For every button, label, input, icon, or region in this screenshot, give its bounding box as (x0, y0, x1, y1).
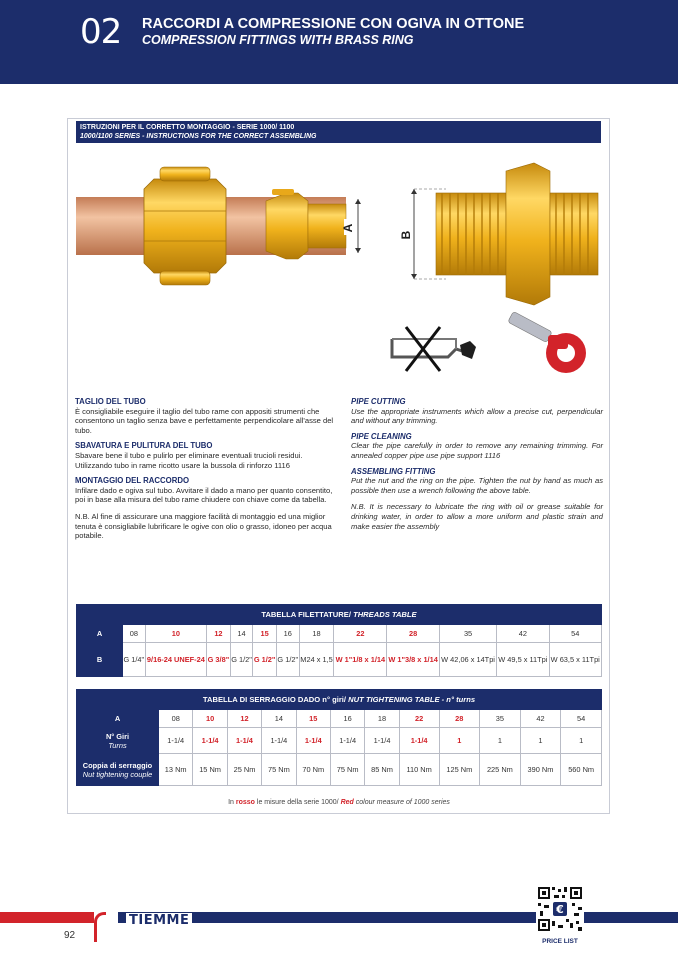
brand-logo: TIEMME (126, 913, 192, 928)
threads-size-cell: 54 (549, 625, 601, 643)
heading-assembling-it: MONTAGGIO DEL RACCORDO (75, 476, 190, 486)
svg-text:€: € (556, 903, 564, 916)
threads-value-cell: G 3/8" (207, 643, 231, 677)
instructions-panel (67, 118, 610, 814)
tightening-table (76, 689, 602, 786)
tightening-couple-cell: 390 Nm (520, 754, 561, 786)
instructions-title-en: 1000/1100 SERIES - INSTRUCTIONS FOR THE CORRECT ASSEMBLING (80, 133, 317, 140)
tightening-row-turns-label: N° Giri Turns (77, 728, 159, 754)
footer-red-bar (0, 912, 94, 923)
threads-value-cell: W 63,5 x 11Tpi (549, 643, 601, 677)
tightening-row-turns (77, 728, 602, 754)
heading-pipe-cleaning-en: PIPE CLEANING (351, 431, 412, 441)
tightening-row-a (77, 710, 602, 728)
tightening-couple-cell: 85 Nm (365, 754, 399, 786)
heading-assembling-en: ASSEMBLING FITTING (351, 466, 436, 476)
legend-note: In rosso le misure della serie 1000/ Red colour measure of 1000 series (228, 799, 450, 806)
tightening-turns-cell: 1 (561, 728, 602, 754)
tightening-size-cell: 54 (561, 710, 602, 728)
tightening-size-cell: 10 (193, 710, 227, 728)
tightening-size-cell: 12 (227, 710, 261, 728)
tightening-size-cell: 42 (520, 710, 561, 728)
threads-value-cell: G 1/2" (230, 643, 253, 677)
tightening-row-couple (77, 754, 602, 786)
footer-logo-curve (94, 912, 106, 942)
threads-size-cell: 15 (253, 625, 277, 643)
text-pipe-cutting-it: È consigliabile eseguire il taglio del tubo rame con appositi strumenti che consentono un taglio senza bave e perfettamente perpendicolare all'asse del tubo. (75, 406, 334, 435)
tightening-couple-cell: 110 Nm (399, 754, 439, 786)
tightening-size-cell: 15 (296, 710, 330, 728)
note-nb-en: N.B. It is necessary to lubricate the ring with oil or grease suitable for drinking water, in order to allow a more uniform and plastic strain and make easier the assembly (351, 502, 603, 531)
tightening-couple-cell: 225 Nm (480, 754, 521, 786)
tightening-size-cell: 08 (159, 710, 193, 728)
heading-pipe-cutting-it: TAGLIO DEL TUBO (75, 397, 146, 406)
threads-size-cell: 08 (123, 625, 146, 643)
tightening-size-cell: 18 (365, 710, 399, 728)
tightening-turns-cell: 1 (480, 728, 521, 754)
tightening-couple-cell: 125 Nm (439, 754, 480, 786)
threads-table-caption: TABELLA FILETTATURE/ THREADS TABLE (77, 605, 602, 625)
page-number: 92 (64, 930, 76, 941)
tightening-turns-cell: 1-1/4 (330, 728, 364, 754)
threads-size-cell: 12 (207, 625, 231, 643)
heading-pipe-cutting-en: PIPE CUTTING (351, 397, 406, 406)
tightening-turns-cell: 1-1/4 (193, 728, 227, 754)
threads-size-cell: 16 (276, 625, 299, 643)
tightening-couple-cell: 75 Nm (330, 754, 364, 786)
tightening-row-a-label: A (77, 710, 159, 728)
instructions-banner (76, 121, 601, 143)
pipe-cutter-icon (508, 311, 586, 373)
text-pipe-cleaning-it: Sbavare bene il tubo e pulirlo per eliminare eventuali trucioli residui. Utilizzando tubo in rame ricotto usare la bussola di rinforzo 1116 (75, 450, 303, 470)
title-english: COMPRESSION FITTINGS WITH BRASS RING (142, 33, 414, 47)
tightening-turns-cell: 1-1/4 (296, 728, 330, 754)
tightening-turns-cell: 1 (520, 728, 561, 754)
text-assembling-en: Put the nut and the ring on the pipe. Tighten the nut by hand as much as possible then use a wrench following the above table. (351, 476, 603, 495)
tightening-couple-cell: 70 Nm (296, 754, 330, 786)
tightening-couple-cell: 560 Nm (561, 754, 602, 786)
tightening-table-caption: TABELLA DI SERRAGGIO DADO n° giri/ NUT TIGHTENING TABLE - n° turns (77, 690, 602, 710)
threads-value-cell: G 1/4" (123, 643, 146, 677)
heading-pipe-cleaning-it: SBAVATURA E PULITURA DEL TUBO (75, 441, 213, 451)
tightening-size-cell: 28 (439, 710, 480, 728)
threads-value-cell: M24 x 1,5 (299, 643, 334, 677)
text-pipe-cutting-en: Use the appropriate instruments which allow a precise cut, perpendicular and without any trimming. (351, 406, 603, 426)
instructions-english (351, 391, 603, 531)
tightening-couple-cell: 15 Nm (193, 754, 227, 786)
threads-size-cell: 28 (387, 625, 440, 643)
threads-size-cell: 35 (439, 625, 496, 643)
instructions-title-it: ISTRUZIONI PER IL CORRETTO MONTAGGIO - SERIE 1000/ 1100 (80, 124, 295, 131)
tightening-size-cell: 35 (480, 710, 521, 728)
hacksaw-crossed-icon (392, 327, 476, 371)
threads-value-cell: W 42,06 x 14Tpi (439, 643, 496, 677)
text-assembling-it: Infilare dado e ogiva sul tubo. Avvitare il dado a mano per quanto consentito, poi in base alla misura del tubo rame chiudere con chiave come da tabella. (75, 485, 333, 505)
tightening-couple-cell: 75 Nm (262, 754, 296, 786)
threads-size-cell: 14 (230, 625, 253, 643)
dimension-b-label: B (399, 230, 413, 240)
tightening-turns-cell: 1-1/4 (365, 728, 399, 754)
tightening-size-cell: 14 (262, 710, 296, 728)
assembly-illustration (76, 149, 601, 389)
qr-code-label: PRICE LIST (542, 938, 578, 945)
tightening-size-cell: 22 (399, 710, 439, 728)
note-nb-it: N.B. Al fine di assicurare una maggiore facilità di montaggio ed una miglior tenuta è consigliabile lubrificare le ogive con olio o grasso, idoneo per acqua potabile. (75, 511, 332, 541)
text-pipe-cleaning-en: Clear the pipe carefully in order to remove any remaining trimming. For annealed copper pipe use pipe support 1116 (351, 441, 603, 460)
threads-table (76, 604, 602, 677)
threads-size-cell: 10 (145, 625, 207, 643)
title-italian: RACCORDI A COMPRESSIONE CON OGIVA IN OTTONE (142, 16, 525, 32)
threads-size-cell: 18 (299, 625, 334, 643)
tightening-row-couple-label: Coppia di serraggio Nut tightening couple (77, 754, 159, 786)
threads-value-cell: W 1"3/8 x 1/14 (387, 643, 440, 677)
tightening-turns-cell: 1-1/4 (262, 728, 296, 754)
threads-value-cell: G 1/2" (276, 643, 299, 677)
footer-blue-bar (118, 912, 678, 923)
fitting-side-icon (399, 163, 598, 305)
tightening-couple-cell: 25 Nm (227, 754, 261, 786)
threads-row-b-label: B (77, 643, 123, 677)
tightening-turns-cell: 1-1/4 (399, 728, 439, 754)
threads-size-cell: 22 (334, 625, 387, 643)
threads-value-cell: 9/16-24 UNEF-24 (145, 643, 207, 677)
threads-value-cell: W 49,5 x 11Tpi (497, 643, 549, 677)
tightening-turns-cell: 1-1/4 (159, 728, 193, 754)
threads-value-cell: W 1"1/8 x 1/14 (334, 643, 387, 677)
tightening-turns-cell: 1-1/4 (227, 728, 261, 754)
tightening-turns-cell: 1 (439, 728, 480, 754)
chapter-number: 02 (80, 12, 122, 52)
qr-code-icon[interactable] (536, 885, 584, 933)
fitting-with-pipe-icon (76, 167, 361, 285)
threads-row-a-label: A (77, 625, 123, 643)
tightening-couple-cell: 13 Nm (159, 754, 193, 786)
page-header (0, 0, 678, 84)
tightening-size-cell: 16 (330, 710, 364, 728)
instructions-italian (75, 391, 340, 541)
threads-row-a (77, 625, 602, 643)
threads-value-cell: G 1/2" (253, 643, 277, 677)
threads-row-b (77, 643, 602, 677)
dimension-a-label: A (341, 223, 355, 233)
threads-size-cell: 42 (497, 625, 549, 643)
